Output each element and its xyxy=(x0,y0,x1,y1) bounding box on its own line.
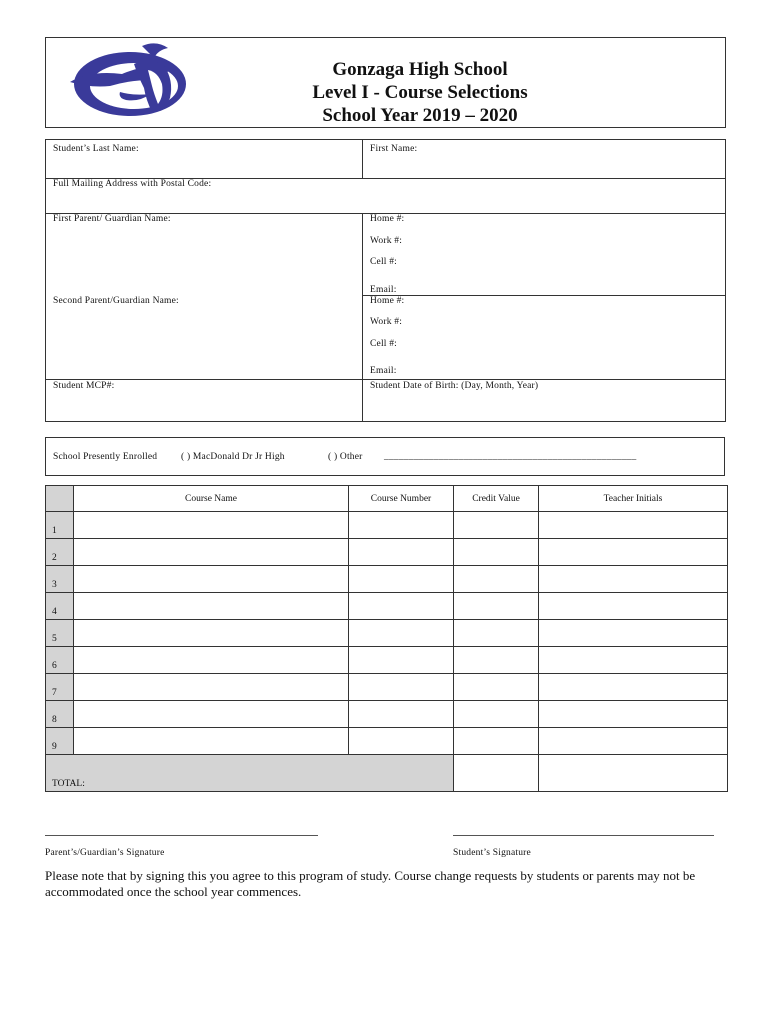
mcp-label: Student MCP#: xyxy=(53,381,115,391)
course-name-cell[interactable] xyxy=(74,620,349,647)
first-name-label: First Name: xyxy=(370,144,418,154)
course-name-cell[interactable] xyxy=(74,674,349,701)
address-label: Full Mailing Address with Postal Code: xyxy=(53,179,212,189)
parent1-work-label: Work #: xyxy=(370,236,403,246)
enrollment-label: School Presently Enrolled xyxy=(53,452,158,462)
total-initials-cell xyxy=(539,755,728,792)
credit-value-cell[interactable] xyxy=(454,701,539,728)
credit-value-cell[interactable] xyxy=(454,674,539,701)
course-name-header: Course Name xyxy=(74,486,349,512)
parent-signature-line[interactable] xyxy=(45,835,318,836)
course-name-cell[interactable] xyxy=(74,701,349,728)
course-name-cell[interactable] xyxy=(74,647,349,674)
credit-value-cell[interactable] xyxy=(454,566,539,593)
course-name-cell[interactable] xyxy=(74,593,349,620)
row-number: 1 xyxy=(46,512,74,539)
credit-value-header: Credit Value xyxy=(454,486,539,512)
parent1-name-label: First Parent/ Guardian Name: xyxy=(53,214,171,224)
course-name-cell[interactable] xyxy=(74,728,349,755)
parent2-cell-label: Cell #: xyxy=(370,339,397,349)
parent2-name-label: Second Parent/Guardian Name: xyxy=(53,296,179,306)
total-row xyxy=(46,755,728,792)
credit-value-cell[interactable] xyxy=(454,512,539,539)
school-name: Gonzaga High School xyxy=(332,59,508,80)
table-row xyxy=(46,566,728,593)
row-number: 3 xyxy=(46,566,74,593)
row-number: 2 xyxy=(46,539,74,566)
credit-value-cell[interactable] xyxy=(454,728,539,755)
table-header-row xyxy=(46,486,728,512)
agreement-note: Please note that by signing this you agree to this program of study. Course change requests by students or parents may not be accommodated once the school year commences. xyxy=(45,868,696,899)
parent2-email-label: Email: xyxy=(370,366,397,376)
table-row xyxy=(46,539,728,566)
credit-value-cell[interactable] xyxy=(454,620,539,647)
enrollment-option-other[interactable]: ( ) Other xyxy=(328,452,363,462)
total-credit-cell[interactable] xyxy=(454,755,539,792)
enrollment-other-line[interactable]: ___________________________________________________ xyxy=(384,452,637,462)
row-number: 6 xyxy=(46,647,74,674)
teacher-initials-cell[interactable] xyxy=(539,593,728,620)
course-number-cell[interactable] xyxy=(349,512,454,539)
teacher-initials-cell[interactable] xyxy=(539,620,728,647)
course-number-cell[interactable] xyxy=(349,539,454,566)
viking-head-logo-icon xyxy=(60,40,190,122)
last-name-label: Student’s Last Name: xyxy=(53,144,139,154)
table-row xyxy=(46,512,728,539)
course-name-cell[interactable] xyxy=(74,539,349,566)
row-number: 9 xyxy=(46,728,74,755)
row-number-header xyxy=(46,486,74,512)
table-row xyxy=(46,728,728,755)
parent2-home-label: Home #: xyxy=(370,296,405,306)
total-label: TOTAL: xyxy=(46,755,454,792)
course-number-cell[interactable] xyxy=(349,620,454,647)
row-number: 4 xyxy=(46,593,74,620)
course-number-cell[interactable] xyxy=(349,674,454,701)
table-row xyxy=(46,620,728,647)
teacher-initials-cell[interactable] xyxy=(539,674,728,701)
teacher-initials-cell[interactable] xyxy=(539,512,728,539)
divider xyxy=(362,139,363,178)
parent2-work-label: Work #: xyxy=(370,317,403,327)
parent1-home-label: Home #: xyxy=(370,214,405,224)
table-row xyxy=(46,701,728,728)
course-number-cell[interactable] xyxy=(349,593,454,620)
table-row xyxy=(46,674,728,701)
parent1-email-label: Email: xyxy=(370,285,397,295)
parent1-cell-label: Cell #: xyxy=(370,257,397,267)
row-number: 8 xyxy=(46,701,74,728)
row-number: 5 xyxy=(46,620,74,647)
course-number-cell[interactable] xyxy=(349,701,454,728)
course-number-header: Course Number xyxy=(349,486,454,512)
teacher-initials-cell[interactable] xyxy=(539,539,728,566)
teacher-initials-cell[interactable] xyxy=(539,566,728,593)
credit-value-cell[interactable] xyxy=(454,539,539,566)
teacher-initials-cell[interactable] xyxy=(539,728,728,755)
form-title: Level I - Course Selections xyxy=(312,82,528,103)
dob-label: Student Date of Birth: (Day, Month, Year) xyxy=(370,381,539,391)
course-number-cell[interactable] xyxy=(349,566,454,593)
student-signature-line[interactable] xyxy=(453,835,714,836)
student-signature-label: Student’s Signature xyxy=(453,848,531,858)
table-row xyxy=(46,647,728,674)
credit-value-cell[interactable] xyxy=(454,647,539,674)
divider xyxy=(362,295,726,296)
course-number-cell[interactable] xyxy=(349,728,454,755)
course-name-cell[interactable] xyxy=(74,566,349,593)
teacher-initials-header: Teacher Initials xyxy=(539,486,728,512)
school-year: School Year 2019 – 2020 xyxy=(322,105,518,126)
divider xyxy=(45,379,726,380)
course-name-cell[interactable] xyxy=(74,512,349,539)
table-row xyxy=(46,593,728,620)
teacher-initials-cell[interactable] xyxy=(539,701,728,728)
course-table xyxy=(45,485,728,792)
divider xyxy=(362,213,363,422)
teacher-initials-cell[interactable] xyxy=(539,647,728,674)
enrollment-option-macdonald[interactable]: ( ) MacDonald Dr Jr High xyxy=(181,452,285,462)
parent-signature-label: Parent’s/Guardian’s Signature xyxy=(45,848,165,858)
course-number-cell[interactable] xyxy=(349,647,454,674)
credit-value-cell[interactable] xyxy=(454,593,539,620)
row-number: 7 xyxy=(46,674,74,701)
